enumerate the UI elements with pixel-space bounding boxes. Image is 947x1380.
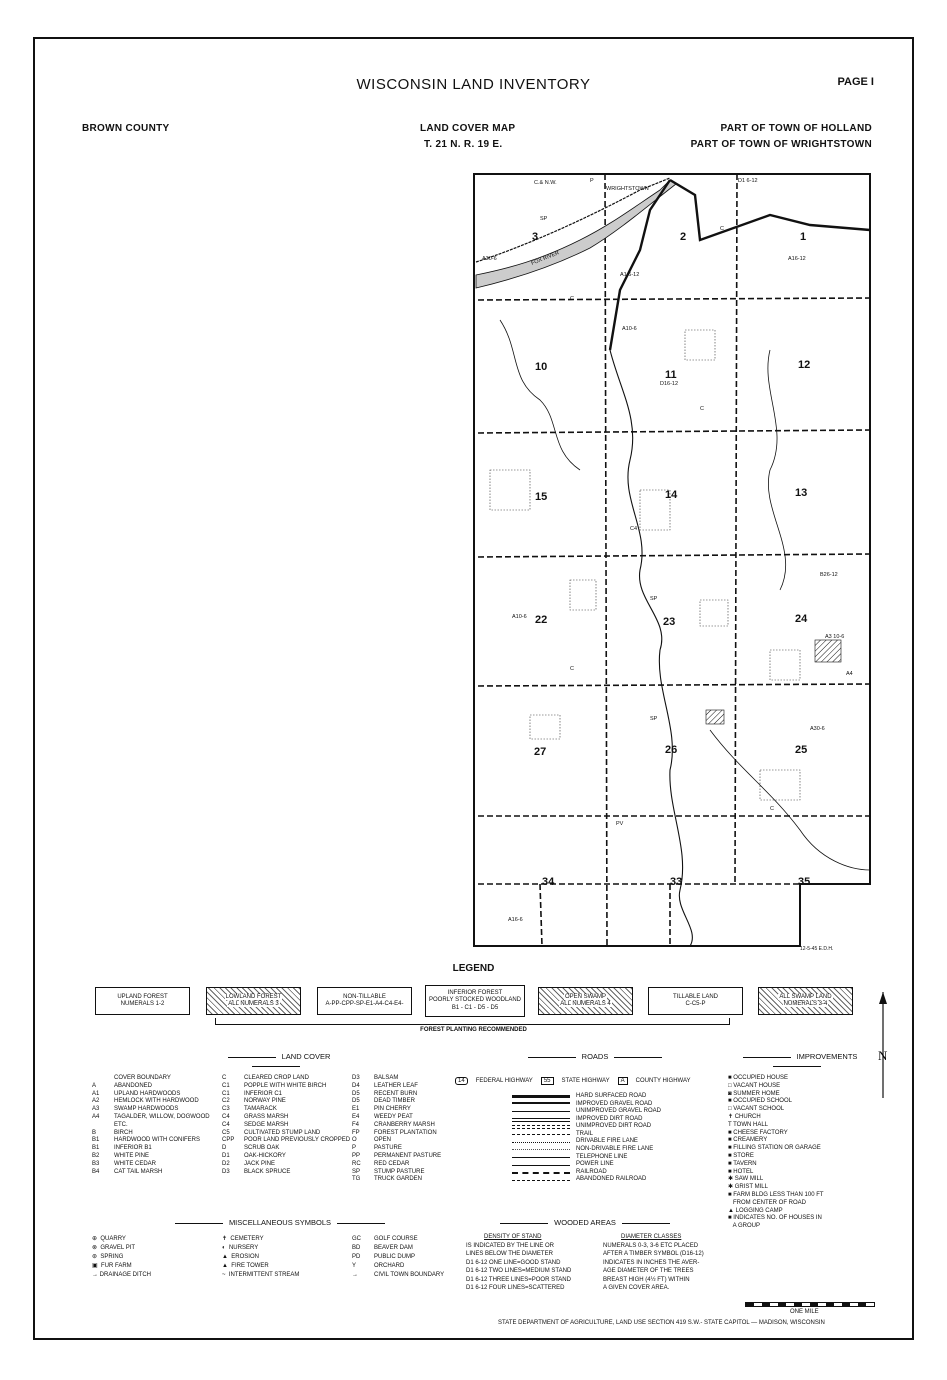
misc-col-2: ✝ CEMETERY ◐ NURSERY ▲ EROSION ▲ FIRE TOWER ~ INTERMITTENT STREAM	[222, 1236, 300, 1278]
section-number: 14	[665, 489, 678, 501]
footer-credit: STATE DEPARTMENT OF AGRICULTURE, LAND USE SECTION 419 S.W.- STATE CAPITOL — MADISON, WISCONSIN	[498, 1320, 825, 1326]
svg-text:C: C	[700, 406, 704, 412]
highway-legend: 14 FEDERAL HIGHWAY 55 STATE HIGHWAY A COUNTY HIGHWAY	[455, 1077, 691, 1085]
svg-text:A30-6: A30-6	[482, 256, 497, 262]
town-label-2: PART OF TOWN OF WRIGHTSTOWN	[690, 139, 872, 150]
wooded-areas-heading: WOODED AREAS	[470, 1218, 700, 1227]
svg-text:A30-6: A30-6	[810, 726, 825, 732]
county-highway-shield-icon: A	[618, 1077, 628, 1085]
svg-text:SP: SP	[540, 216, 548, 222]
svg-text:A3 10-6: A3 10-6	[825, 634, 845, 640]
section-number: 34	[542, 876, 555, 888]
roads-heading: ROADS	[520, 1052, 670, 1061]
legend-box-inferior-forest: INFERIOR FOREST POORLY STOCKED WOODLAND B1 - C1 - D5 - D5	[425, 985, 525, 1017]
land-cover-col-3: D3 BALSAM D4 LEATHER LEAF D5 RECENT BURN D5 DEAD TIMBER E1 PIN CHERRY E4 WEEDY PEAT F4 CRANBERRY MARSH FP FOREST PLANTATION O OPEN P PASTURE PP PERMANENT PASTURE RC RED CEDAR SP STUMP PASTURE TG TRUCK GARDEN	[352, 1075, 442, 1183]
town-place-label: WRIGHTSTOWN	[606, 186, 649, 192]
section-number: 3	[532, 231, 539, 243]
land-cover-col-1: COVER BOUNDARY A ABANDONED A1 UPLAND HARDWOODS A2 HEMLOCK WITH HARDWOOD A3 SWAMP HARDWOODS A4 TAGALDER, WILLOW, DOGWOOD ETC. B BIRCH B1 HARDWOOD WITH CONIFERS B1 INFERIOR B1 B2 WHITE PINE B3 WHITE CEDAR B4 CAT TAIL MARSH	[92, 1075, 210, 1175]
legend-box-all-swamp: ALL SWAMP LAND NUMERALS 3-4	[758, 987, 853, 1015]
misc-col-3: GC GOLF COURSE BD BEAVER DAM PD PUBLIC DUMP Y ORCHARD → CIVIL TOWN BOUNDARY	[352, 1236, 445, 1278]
svg-text:N: N	[878, 1048, 888, 1063]
svg-text:C: C	[720, 226, 724, 232]
svg-text:A10-6: A10-6	[622, 326, 637, 332]
section-number: 24	[795, 613, 808, 625]
density-of-stand: DENSITY OF STAND IS INDICATED BY THE LINE OR LINES BELOW THE DIAMETER D1 6-12 ONE LINE=GOOD STAND D1 6-12 TWO LINES=MEDIUM STAND D1 6-12 THREE LINES=POOR STAND D1 6-12 FOUR LINES=SCATTERED	[466, 1234, 572, 1291]
scale-label: ONE MILE	[790, 1309, 819, 1315]
svg-text:PV: PV	[616, 821, 624, 827]
section-number: 2	[680, 231, 687, 243]
svg-text:D16-12: D16-12	[660, 381, 679, 387]
north-arrow-icon	[872, 990, 894, 1100]
svg-text:A4: A4	[846, 671, 853, 677]
creek	[710, 730, 870, 870]
section-number: 26	[665, 744, 678, 756]
river-label: FOX RIVER	[530, 250, 561, 267]
land-cover-col-2: C CLEARED CROP LAND C1 POPPLE WITH WHITE BIRCH C1 INFERIOR C1 C2 NORWAY PINE C3 TAMARACK C4 GRASS MARSH C4 SEDGE MARSH C5 CULTIVATED STUMP LAND CPP POOR LAND PREVIOUSLY CROPPED D SCRUB OAK D1 OAK-HICKORY D2 JACK PINE D3 BLACK SPRUCE	[222, 1075, 351, 1175]
svg-text:C: C	[770, 806, 774, 812]
svg-text:C: C	[570, 666, 574, 672]
state-highway-shield-icon: 55	[541, 1077, 554, 1085]
improvements-list: ■ OCCUPIED HOUSE □ VACANT HOUSE ◙ SUMMER HOME ■ OCCUPIED SCHOOL □ VACANT SCHOOL ✝ CHURCH T TOWN HALL ■ CHEESE FACTORY ■ CREAMERY ■ FILLING STATION OR GARAGE ■ STORE ■ TAVERN ■ HOTEL ✱ SAW MILL ✱ GRIST MILL ■ FARM BLDG LESS THAN 100 FT FROM CENTER OF ROAD ▲ LOGGING CAMP ■ INDICATES NO. OF HOUSES IN A GROUP	[728, 1075, 824, 1230]
legend-box-upland-forest: UPLAND FOREST NUMERALS 1-2	[95, 987, 190, 1015]
svg-text:SP: SP	[650, 596, 658, 602]
legend-box-tillable: TILLABLE LAND C-C5-P	[648, 987, 743, 1015]
legend-box-non-tillable: NON-TILLABLE A-PP-CPP-SP-E1-A4-C4-E4-	[317, 987, 412, 1015]
section-number: 10	[535, 361, 548, 373]
swamp-patch	[815, 640, 841, 662]
county-label: BROWN COUNTY	[82, 123, 170, 134]
section-number: 25	[795, 744, 808, 756]
section-number: 12	[798, 359, 811, 371]
section-number: 35	[798, 876, 811, 888]
svg-text:P: P	[590, 178, 594, 184]
page-number: PAGE I	[837, 76, 874, 88]
land-cover-heading: LAND COVER	[196, 1052, 356, 1070]
forest-planting-label: FOREST PLANTING RECOMMENDED	[420, 1027, 527, 1033]
swamp-patch	[706, 710, 724, 724]
land-cover-map	[470, 170, 872, 952]
svg-text:A10-6: A10-6	[512, 614, 527, 620]
road-types-list: HARD SURFACED ROAD IMPROVED GRAVEL ROAD UNIMPROVED GRAVEL ROAD IMPROVED DIRT ROAD UNIMPROVED DIRT ROAD TRAIL DRIVABLE FIRE LANE NON-DRIVABLE FIRE LANE TELEPHONE LINE POWER LINE RAILROAD ABANDONED RAILROAD	[512, 1093, 661, 1184]
section-grid	[478, 174, 870, 946]
section-number: 27	[534, 746, 547, 758]
section-number: 22	[535, 614, 548, 626]
svg-text:D1 6-12: D1 6-12	[738, 178, 758, 184]
town-label-1: PART OF TOWN OF HOLLAND	[720, 123, 872, 134]
railroad-label: C.& N.W.	[534, 180, 557, 186]
section-number: 11	[665, 369, 677, 381]
section-number: 23	[663, 616, 676, 628]
cover-labels	[482, 178, 853, 923]
svg-text:A16-12: A16-12	[788, 256, 806, 262]
svg-text:B26-12: B26-12	[820, 572, 838, 578]
misc-symbols-heading: MISCELLANEOUS SYMBOLS	[160, 1218, 400, 1227]
scale-bar	[745, 1302, 875, 1307]
forest-planting-bracket	[215, 1018, 730, 1025]
svg-text:SP: SP	[650, 716, 658, 722]
page-title: WISCONSIN LAND INVENTORY	[356, 76, 591, 93]
legend-box-lowland-forest: LOWLAND FOREST ALL NUMERALS 3	[206, 987, 301, 1015]
svg-text:C4: C4	[630, 526, 638, 532]
parcel-outlines	[490, 330, 800, 800]
federal-highway-shield-icon: 14	[455, 1077, 468, 1085]
map-outline	[474, 174, 870, 946]
legend-box-open-swamp: OPEN SWAMP ALL NUMERALS 4	[538, 987, 633, 1015]
svg-text:C: C	[570, 296, 574, 302]
highway	[670, 180, 870, 240]
legend-title: LEGEND	[452, 963, 495, 974]
improvements-heading: IMPROVEMENTS	[712, 1052, 882, 1070]
map-type-label: LAND COVER MAP	[420, 123, 516, 134]
svg-text:A16-6: A16-6	[508, 917, 523, 923]
svg-text:A1 6-12: A1 6-12	[620, 272, 640, 278]
section-number: 15	[535, 491, 548, 503]
misc-col-1: ⊕ QUARRY ⊗ GRAVEL PIT ⊛ SPRING ▣ FUR FARM → DRAINAGE DITCH	[92, 1236, 152, 1278]
creek	[500, 320, 580, 470]
section-number: 1	[800, 231, 807, 243]
section-number: 13	[795, 487, 808, 499]
creek	[610, 350, 692, 946]
map-signature: 12-5-45 E.D.H.	[800, 946, 834, 952]
diameter-classes: DIAMETER CLASSES NUMERALS 0-3, 3-6 ETC PLACED AFTER A TIMBER SYMBOL (D16-12) INDICATES IN INCHES THE AVER- AGE DIAMETER OF THE TREES BREAST HIGH (4½ FT) WITHIN A GIVEN COVER AREA.	[603, 1234, 704, 1291]
fox-river	[476, 180, 676, 288]
township-label: T. 21 N. R. 19 E.	[424, 139, 503, 150]
section-number: 33	[670, 876, 683, 888]
